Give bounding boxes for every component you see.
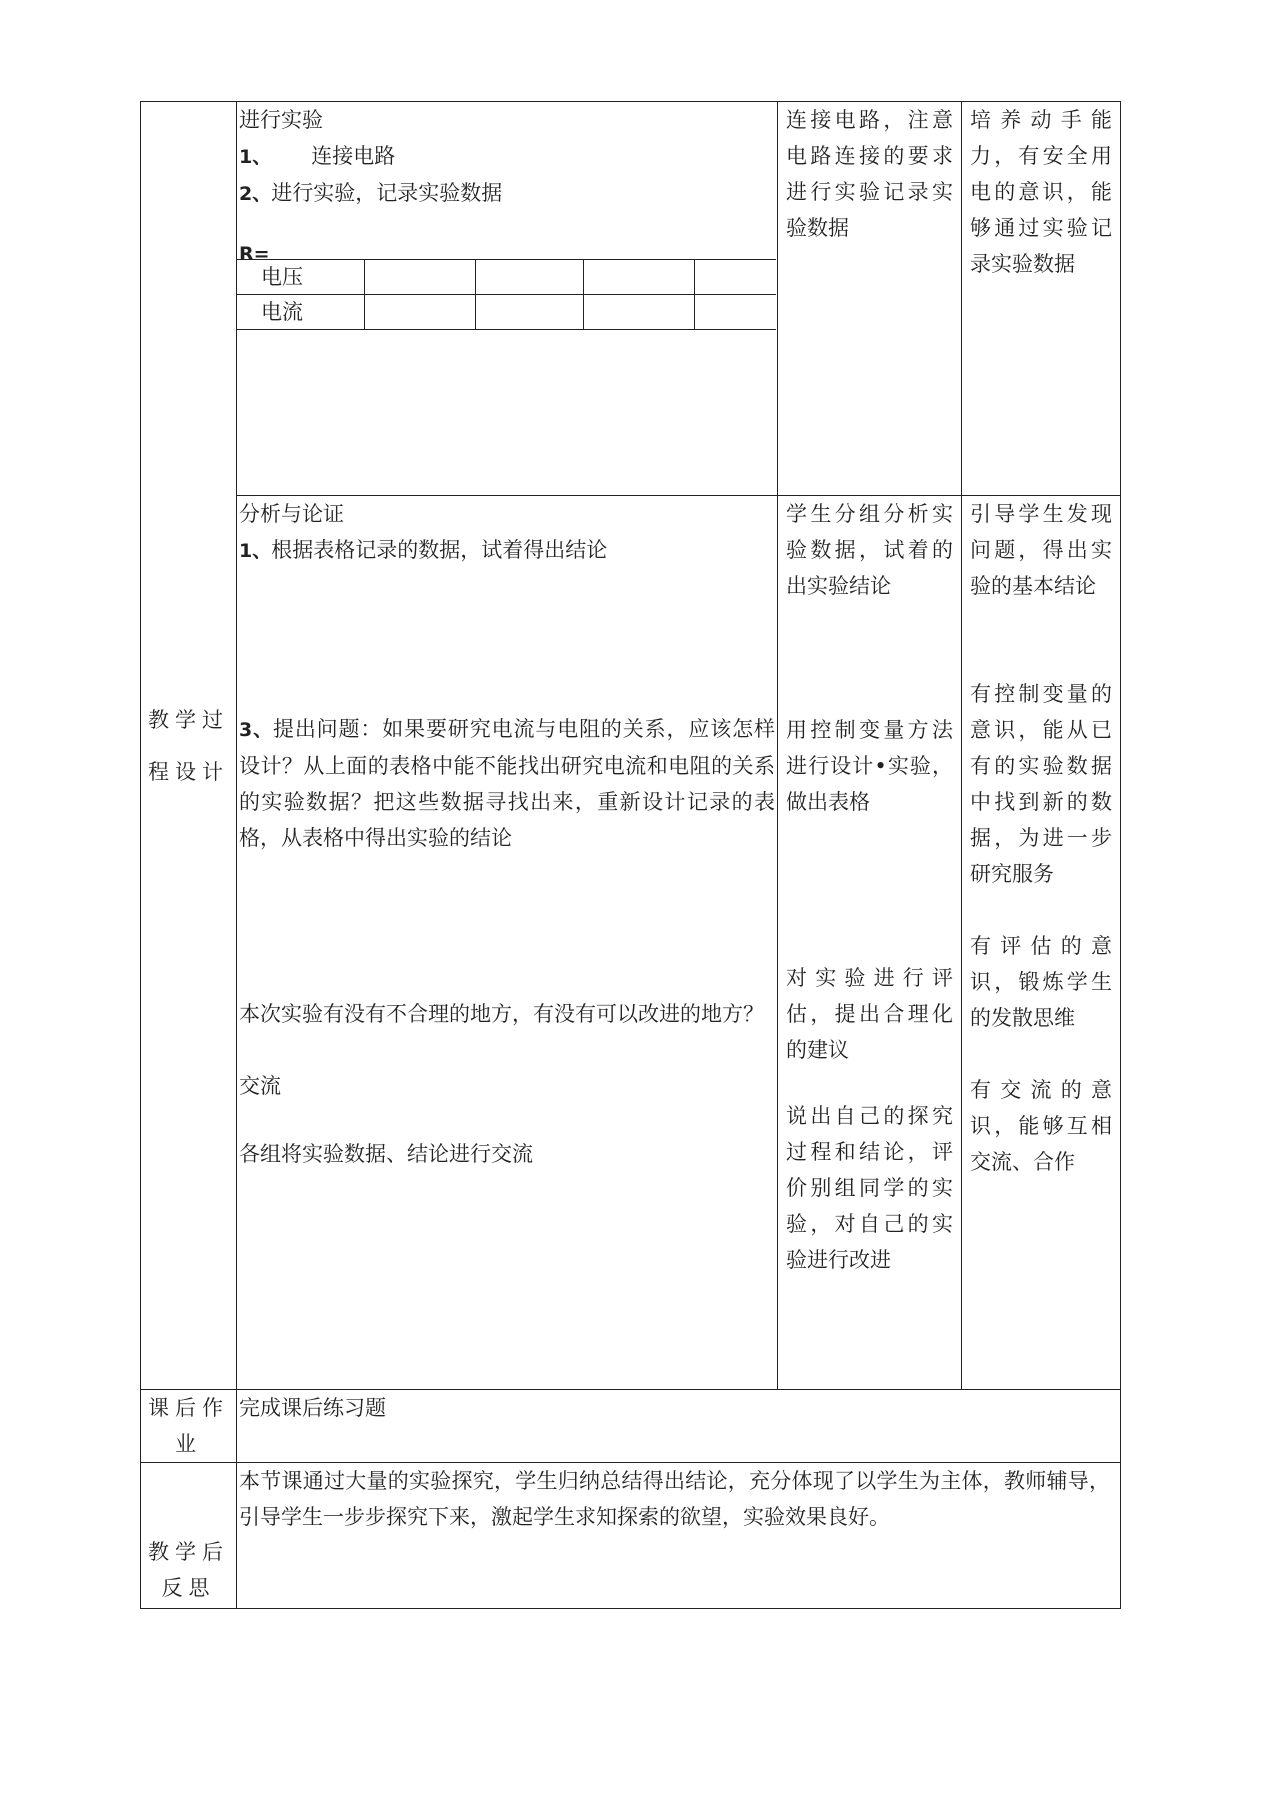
activity-analyze: 学生分组分析实验数据，试着的出实验结论 <box>786 502 953 598</box>
intent-exchange: 有交流的意识，能够互相交流、合作 <box>970 1078 1112 1174</box>
homework-row <box>141 1390 1121 1463</box>
row-header-line: 反思 <box>161 1576 216 1600</box>
experiment-step-1 <box>239 138 775 175</box>
experiment-intent-cell <box>962 102 1121 496</box>
experiment-content-cell <box>237 102 778 496</box>
current-row <box>237 295 776 330</box>
analysis-row <box>141 496 1121 1390</box>
table-cell <box>475 260 583 295</box>
step-text: 进行实验，记录实验数据 <box>271 181 503 205</box>
analysis-item-1 <box>239 532 775 569</box>
homework-content-cell <box>237 1390 1121 1463</box>
homework-text: 完成课后练习题 <box>239 1396 386 1420</box>
exchange-title: 交流 <box>239 1074 281 1098</box>
step-number: 2、 <box>239 183 272 205</box>
analysis-item-3 <box>239 711 775 856</box>
step-text: 连接电路 <box>311 144 396 168</box>
row-header-process-design <box>141 102 237 1390</box>
experiment-activity-text: 连接电路，注意电路连接的要求进行实验记录实验数据 <box>786 108 953 240</box>
experiment-step-2 <box>239 175 775 212</box>
data-record-table <box>237 259 776 330</box>
item-text: 提出问题：如果要研究电流与电阻的关系，应该怎样设计？从上面的表格中能不能找出研究电流和电阻的关系的实验数据？把这些数据寻找出来，重新设计记录的表格，从表格中得出实验的结论 <box>239 717 775 850</box>
reflection-row <box>141 1463 1121 1609</box>
activity-evaluate: 对实验进行评估，提出合理化的建议 <box>786 966 953 1062</box>
experiment-row <box>141 102 1121 496</box>
intent-discover: 引导学生发现问题，得出实验的基本结论 <box>970 502 1112 598</box>
current-label: 电流 <box>237 295 364 330</box>
analysis-title: 分析与论证 <box>239 502 344 526</box>
item-number: 3、 <box>239 719 273 741</box>
lesson-plan-document <box>140 101 1120 1609</box>
experiment-title: 进行实验 <box>239 108 323 132</box>
intent-variable-control: 有控制变量的意识，能从已有的实验数据中找到新的数据，为进一步研究服务 <box>970 682 1112 886</box>
table-cell <box>364 260 475 295</box>
voltage-label: 电压 <box>237 260 364 295</box>
analysis-activity-cell <box>778 496 962 1390</box>
lesson-plan-table <box>140 101 1121 1609</box>
voltage-row <box>237 260 776 295</box>
item-number: 1、 <box>239 540 272 562</box>
row-header-line: 教学后 <box>148 1540 229 1564</box>
intent-evaluate: 有评估的意识，锻炼学生的发散思维 <box>970 934 1112 1030</box>
activity-design: 用控制变量方法进行设计•实验，做出表格 <box>786 718 953 814</box>
table-cell <box>583 295 694 330</box>
table-cell <box>694 260 776 295</box>
row-header-reflection <box>141 1463 237 1609</box>
exchange-text: 各组将实验数据、结论进行交流 <box>239 1142 533 1166</box>
table-cell <box>694 295 776 330</box>
table-cell <box>583 260 694 295</box>
row-header-line: 教学过 <box>148 707 229 732</box>
row-header-homework <box>141 1390 237 1463</box>
row-header-line: 业 <box>175 1432 202 1456</box>
resistance-label: R= <box>239 243 270 265</box>
table-cell <box>475 295 583 330</box>
item-text: 根据表格记录的数据，试着得出结论 <box>271 538 608 562</box>
table-cell <box>364 295 475 330</box>
reflection-content-cell <box>237 1463 1121 1609</box>
analysis-content-cell <box>237 496 778 1390</box>
reflection-text: 本节课通过大量的实验探究，学生归纳总结得出结论，充分体现了以学生为主体，教师辅导，引导学生一步步探究下来，激起学生求知探索的欲望，实验效果良好。 <box>239 1469 1110 1529</box>
experiment-activity-cell <box>778 102 962 496</box>
analysis-intent-cell <box>962 496 1121 1390</box>
row-header-line: 课后作 <box>148 1396 229 1420</box>
row-header-line: 程设计 <box>148 759 229 784</box>
step-number: 1、 <box>239 146 272 168</box>
activity-exchange: 说出自己的探究过程和结论，评价别组同学的实验，对自己的实验进行改进 <box>786 1104 953 1272</box>
evaluate-question: 本次实验有没有不合理的地方，有没有可以改进的地方？ <box>239 1002 764 1026</box>
experiment-intent-text: 培养动手能力，有安全用电的意识，能够通过实验记录实验数据 <box>970 108 1112 276</box>
